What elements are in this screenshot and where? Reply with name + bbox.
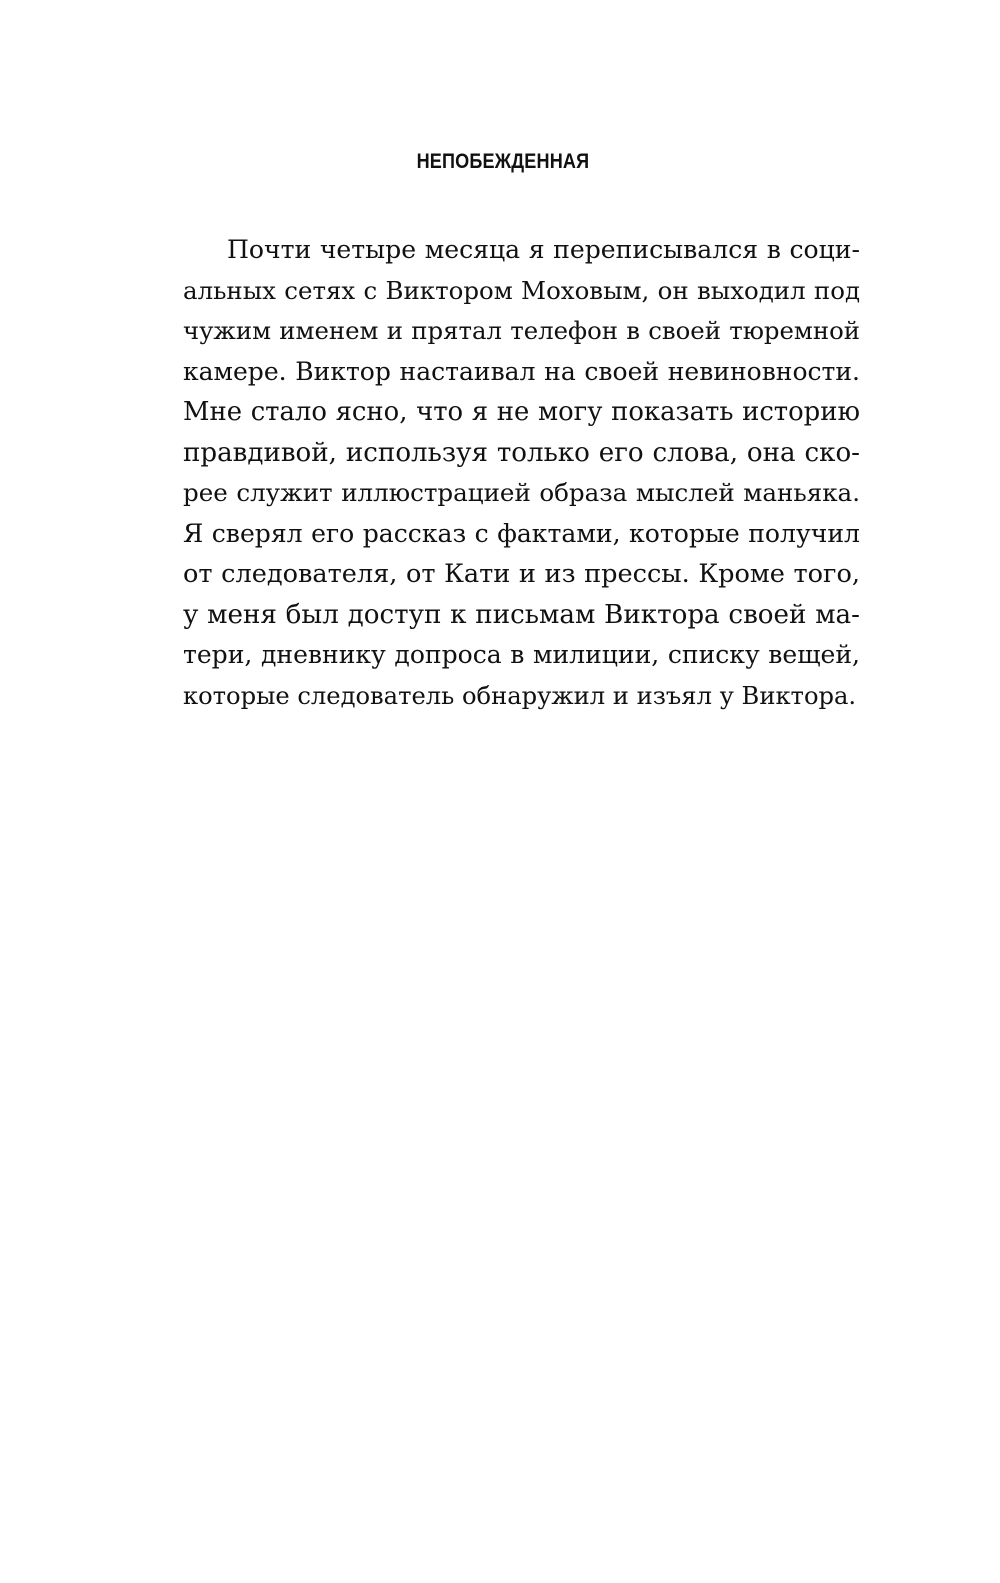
body-paragraph (183, 230, 860, 716)
paragraph-line: Я сверял его рассказ с фактами, которые получил (183, 518, 860, 548)
running-head: НЕПОБЕЖДЕННАЯ (416, 150, 590, 173)
paragraph-line: тери, дневнику допроса в милиции, списку вещей, (183, 640, 860, 669)
paragraph-line: чужим именем и прятал телефон в своей тюремной (183, 316, 860, 345)
paragraph-line: от следователя, от Кати и из прессы. Кроме того, (183, 559, 860, 589)
paragraph-line: альных сетях с Виктором Моховым, он выходил под (183, 275, 860, 305)
paragraph-line: которые следователь обнаружил и изъял у Виктора. (183, 681, 857, 710)
paragraph-line: рее служит иллюстрацией образа мыслей маньяка. (183, 478, 860, 507)
paragraph-line: Мне стало ясно, что я не могу показать историю (183, 397, 860, 427)
paragraph-line: камере. Виктор настаивал на своей невиновности. (183, 356, 860, 386)
paragraph-line: у меня был доступ к письмам Виктора своей ма- (183, 599, 860, 630)
paragraph-line: правдивой, используя только его слова, она ско- (183, 437, 860, 468)
paragraph-line: Почти четыре месяца я переписывался в соци- (227, 235, 860, 264)
